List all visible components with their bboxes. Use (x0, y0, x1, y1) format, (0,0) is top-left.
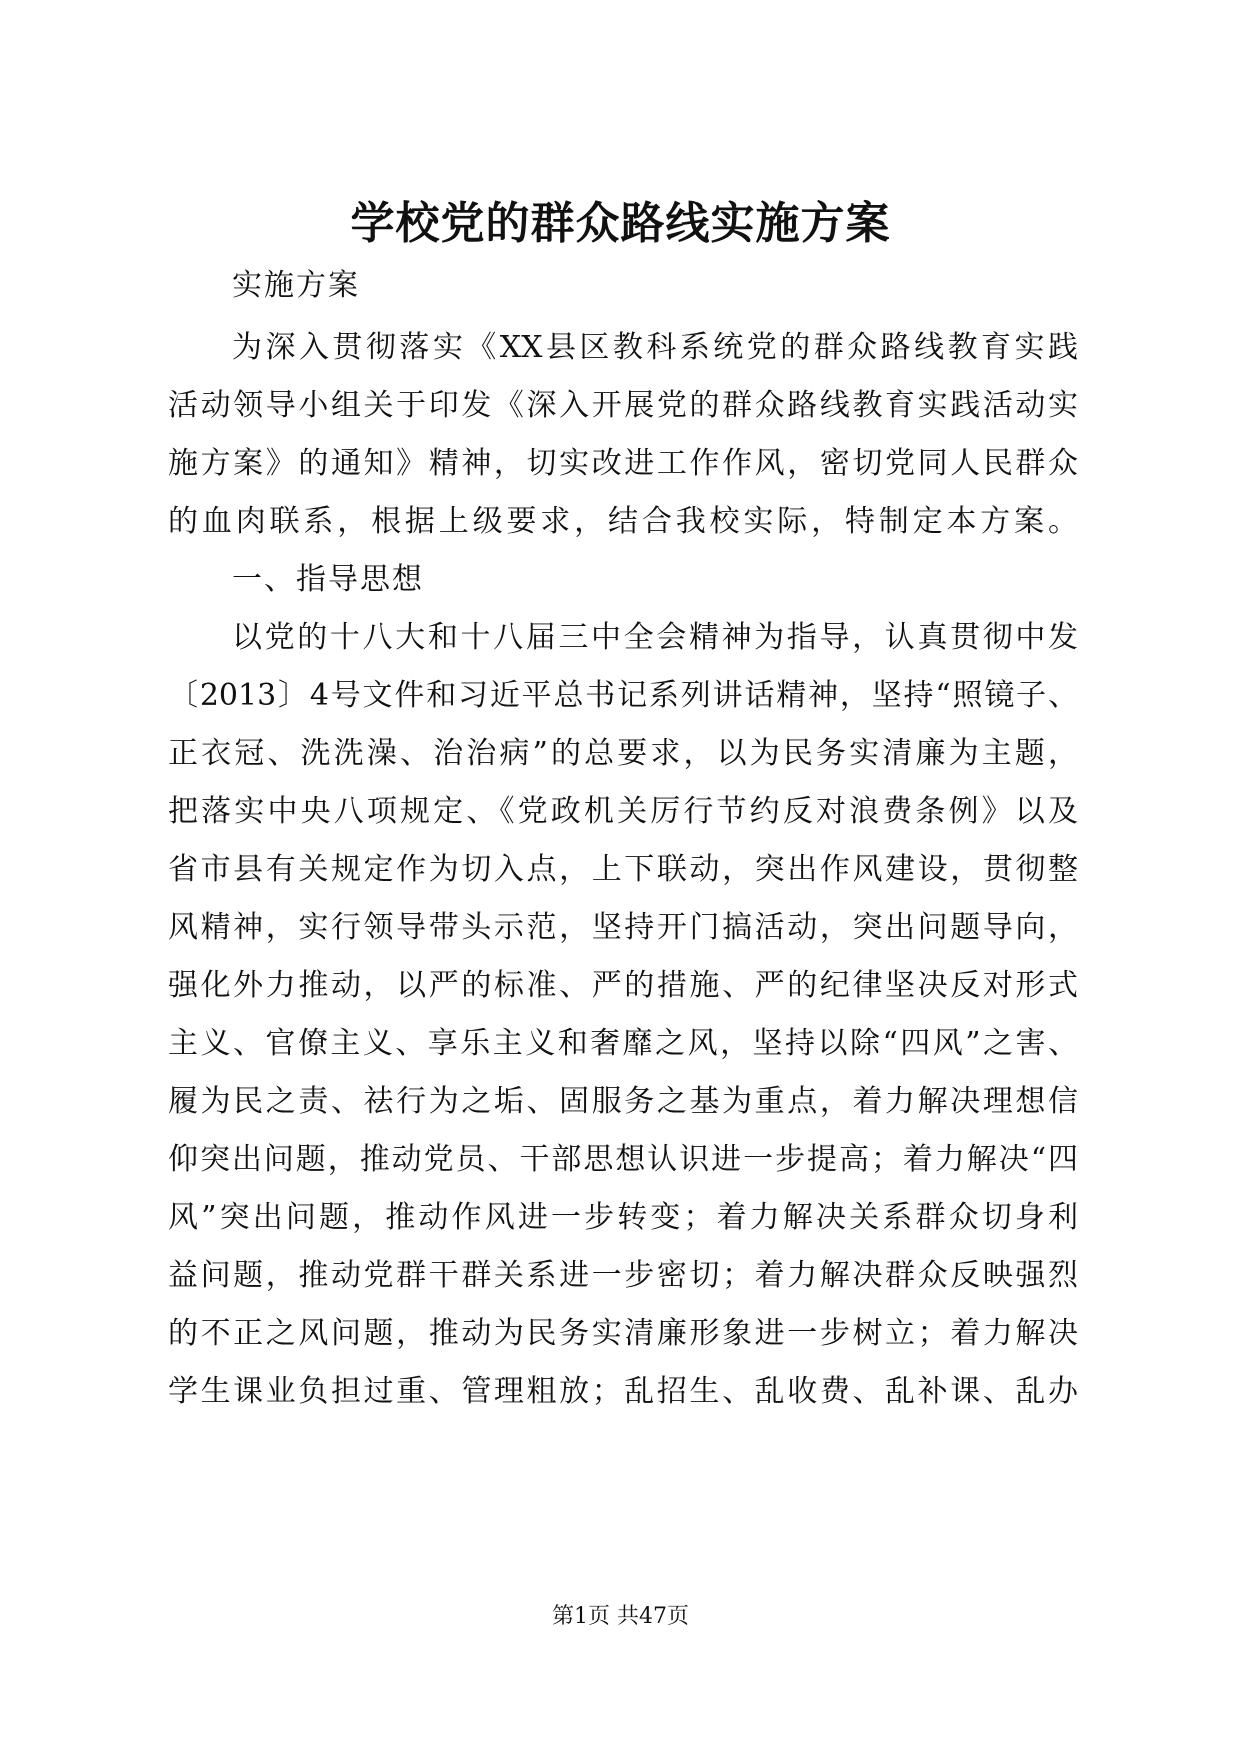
paragraph-line: 正衣冠、洗洗澡、治治病”的总要求，以为民务实清廉为主题， (168, 736, 1078, 771)
paragraph-line: 的不正之风问题，推动为民务实清廉形象进一步树立；着力解决 (168, 1316, 1078, 1351)
paragraph-line: 的血肉联系，根据上级要求，结合我校实际，特制定本方案。 (168, 504, 1078, 539)
paragraph-line: 以党的十八大和十八届三中全会精神为指导，认真贯彻中发 (232, 620, 1078, 655)
paragraph-line: 省市县有关规定作为切入点，上下联动，突出作风建设，贯彻整 (168, 852, 1078, 887)
paragraph-line: 益问题，推动党群干群关系进一步密切；着力解决群众反映强烈 (168, 1258, 1078, 1293)
paragraph-line: 为深入贯彻落实《XX县区教科系统党的群众路线教育实践 (232, 330, 1078, 365)
paragraph-line: 风”突出问题，推动作风进一步转变；着力解决关系群众切身利 (168, 1200, 1078, 1235)
paragraph-line: 强化外力推动，以严的标准、严的措施、严的纪律坚决反对形式 (168, 968, 1078, 1003)
paragraph-line: 学生课业负担过重、管理粗放；乱招生、乱收费、乱补课、乱办 (168, 1374, 1078, 1409)
section-label: 实施方案 (232, 268, 360, 303)
paragraph-line: 风精神，实行领导带头示范，坚持开门搞活动，突出问题导向， (168, 910, 1078, 945)
section-heading: 一、指导思想 (232, 562, 424, 597)
document-title: 学校党的群众路线实施方案 (350, 198, 891, 249)
paragraph-line: 仰突出问题，推动党员、干部思想认识进一步提高；着力解决“四 (168, 1142, 1078, 1177)
paragraph-line: 把落实中央八项规定、《党政机关厉行节约反对浪费条例》以及 (168, 794, 1078, 829)
paragraph-line: 活动领导小组关于印发《深入开展党的群众路线教育实践活动实 (168, 388, 1078, 423)
paragraph-line: 履为民之责、祛行为之垢、固服务之基为重点，着力解决理想信 (168, 1084, 1078, 1119)
paragraph-line: 主义、官僚主义、享乐主义和奢靡之风，坚持以除“四风”之害、 (168, 1026, 1078, 1061)
paragraph-line: 〔2013〕4号文件和习近平总书记系列讲话精神，坚持“照镜子、 (168, 678, 1078, 713)
paragraph-line: 施方案》的通知》精神，切实改进工作作风，密切党同人民群众 (168, 446, 1078, 481)
page-footer: 第1页 共47页 (552, 1604, 689, 1629)
